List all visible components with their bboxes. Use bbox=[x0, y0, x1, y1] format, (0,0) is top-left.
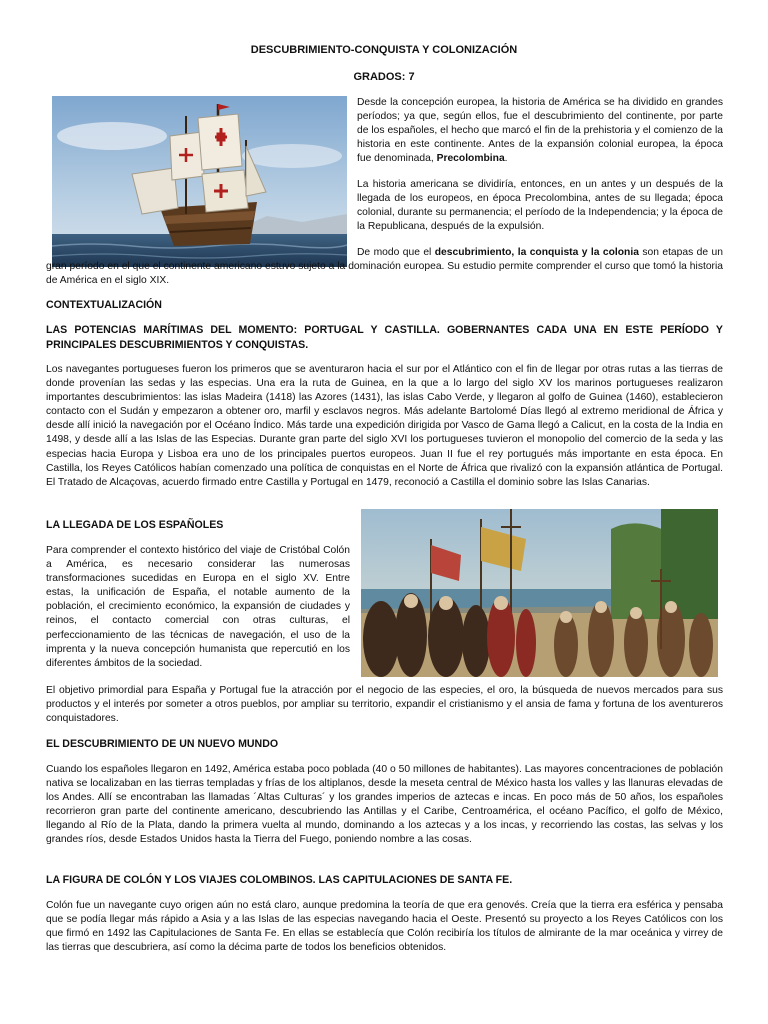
caravel-ship-image bbox=[52, 96, 347, 267]
columbus-heading: LA FIGURA DE COLÓN Y LOS VIAJES COLOMBINOS. LAS CAPITULACIONES DE SANTA FE. bbox=[46, 874, 513, 886]
intro-paragraph-1: Desde la concepción europea, la historia de América se ha dividido en grandes períodos; ya que, según ellos, fue el descubrimiento del continente, por parte de los españoles, el hecho que marcó el fin de la prehistoria y el comienzo de la historia en este continente. Antes de la expansión colonial europea, la época fue denominada, Precolombina. bbox=[357, 97, 723, 165]
powers-paragraph: Los navegantes portugueses fueron los primeros que se aventuraron hacia el sur por el Atlántico con el fin de llegar por otras rutas a las tierras de donde provenían las sedas y las especias. Una era la ruta de Guinea, en la que a lo largo del siglo XV los marinos portugueses realizaron importantes descubrimientos: las islas Madeira (1418) las Azores (1431), las islas Cabo Verde, y llegaron al golfo de Guinea (1460), establecieron contacto con el Sudán y empezaron a obtener oro, marfil y esclavos negros. Más adelante Bartolomé Días llegó al extremo meridional de África y desde allí inició la navegación por el Océano Índico. Más tarde una expedición dirigida por Vasco de Gama llegó a Calicut, en la costa de la India en 1498, y desde allí a las Islas de las Especias. Durante gran parte del siglo XVI los portugueses tuvieron el monopolio del comercio de la seda y las especias hacia Europa y Lisboa era uno de los principales puertos europeos. Juan II fue el rey portugués más importante en esta época. En Castilla, los Reyes Católicos habían comenzado una política de conquistas en el Norte de África que rivalizó con la expansión atlántica de Portugal. El Tratado de Alcaçovas, acuerdo firmado entre Castilla y Portugal en 1479, reconoció a Castilla el dominio sobre las Islas Canarias. bbox=[46, 364, 723, 488]
arrival-paragraph: Para comprender el contexto histórico del viaje de Cristóbal Colón a América, es necesario considerar las numerosas transformaciones sucedidas en Europa en el siglo XV. Entre estas, la unificación de España, el notable aumento de la población, el crecimiento económico, la expansión de ciudades y reinos, el contacto comercial con otras culturas, el perfeccionamiento de las técnicas de navegación, el uso de la imprenta y la nueva concepción humanista que repercutió en los diferentes ámbitos de la sociedad. bbox=[46, 545, 350, 669]
intro-paragraph-2: La historia americana se dividiría, entonces, en un antes y un después de la llegada de los europeos, en época Precolombina, antes de su llegada; época colonial, durante su permanencia; el período de la Independencia; y la época de la Republicana, después de la expulsión. bbox=[357, 179, 723, 233]
discovery-heading: EL DESCUBRIMIENTO DE UN NUEVO MUNDO bbox=[46, 738, 279, 750]
grades-label: GRADOS: 7 bbox=[353, 71, 415, 83]
powers-heading: LAS POTENCIAS MARÍTIMAS DEL MOMENTO: PORTUGAL Y CASTILLA. GOBERNANTES CADA UNA EN ESTE PERÍODO Y PRINCIPALES DESCUBRIMIENTOS Y CONQUISTAS. bbox=[46, 324, 723, 351]
objective-paragraph: El objetivo primordial para España y Portugal fue la atracción por el negocio de las especies, el oro, la búsqueda de nuevos mercados para sus productos y el interés por someter a otros pueblos, por ampliar su territorio, expandir el cristianismo y el ansia de fama y fortuna de los aventureros conquistadores. bbox=[46, 685, 723, 725]
intro-paragraph-3: De modo que el descubrimiento, la conquista y la colonia son etapas de un gran período en el que el continente americano estuvo sujeto a la dominación europea. Su estudio permite comprender el curso que tomó la historia de América en el siglo XIX. bbox=[46, 247, 723, 287]
columbus-landing-painting bbox=[361, 509, 718, 677]
columbus-paragraph: Colón fue un navegante cuyo origen aún no está claro, aunque predomina la teoría de que era genovés. Creía que la tierra era esférica y pensaba que se podía llegar más rápido a Asia y a las Islas de las especias navegando hacia el Oeste. Presentó su proyecto a los Reyes Católicos con los que firmó en 1492 las Capitulaciones de Santa Fe. En ellas se establecía que Colón recibiría los títulos de almirante de la mar oceánica y virrey de las tierras que descubriera, así como la décima parte de todos los beneficios obtenidos. bbox=[46, 900, 723, 954]
document-title: DESCUBRIMIENTO-CONQUISTA Y COLONIZACIÓN bbox=[250, 44, 518, 56]
arrival-heading: LA LLEGADA DE LOS ESPAÑOLES bbox=[46, 519, 224, 531]
context-heading: CONTEXTUALIZACIÓN bbox=[46, 299, 162, 311]
discovery-paragraph: Cuando los españoles llegaron en 1492, América estaba poco poblada (40 o 50 millones de habitantes). Las mayores concentraciones de población nativa se localizaban en las tierras templadas y frías de los altiplanos, desde la meseta central de México hasta los valles y las llanuras elevadas de los Andes. Allí se encontraban las llamadas ´Altas Culturas´ y los grandes imperios de aztecas e incas. En poco más de 50 años, los españoles recorrieron gran parte del continente americano, descubriendo las Antillas y el Caribe, Centroamérica, el océano Pacífico, el golfo de México, llegando al Río de la Plata, dando la primera vuelta al mundo, dominando a los aztecas y a los incas, y recorriendo las costas, las selvas y los grandes ríos, desde Estados Unidos hasta la Tierra del Fuego, poniendo nombre a las cosas. bbox=[46, 764, 723, 846]
